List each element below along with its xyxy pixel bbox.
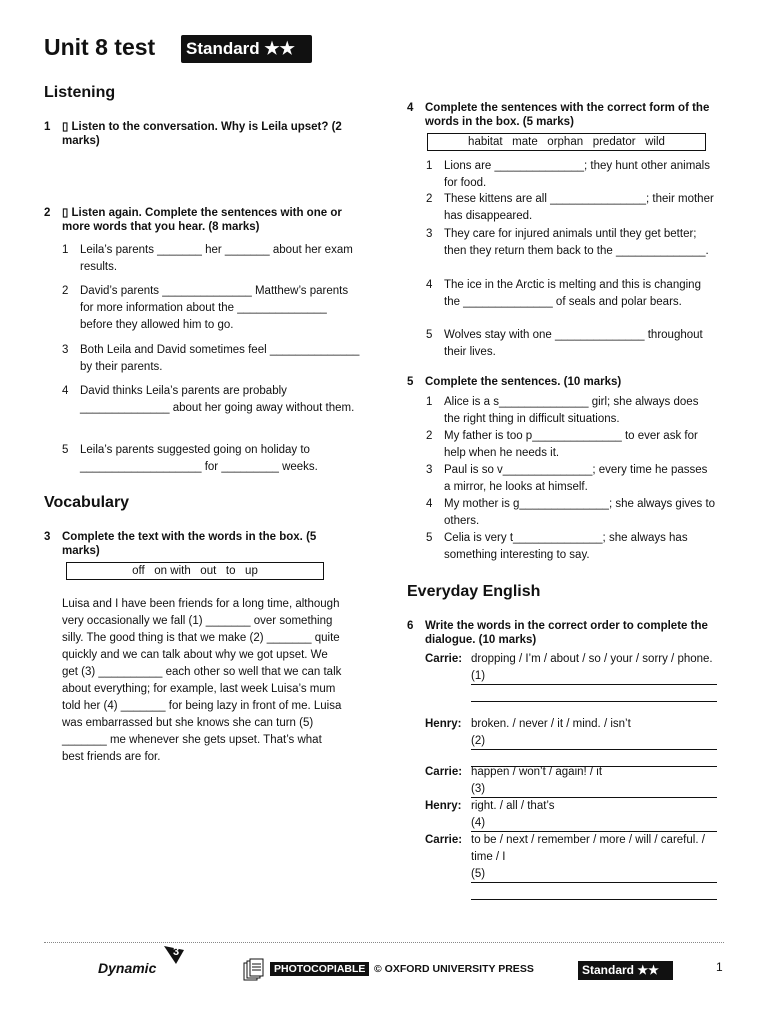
question-text: Complete the text with the words in the box. (5 marks)	[62, 531, 317, 557]
question-number: 2	[44, 207, 51, 219]
blank-number: (3)	[471, 783, 486, 795]
question-4	[407, 101, 727, 129]
item-number: 4	[426, 498, 433, 510]
answer-line[interactable]	[471, 883, 717, 900]
item-number: 5	[426, 532, 433, 544]
dialogue-line-5	[425, 832, 717, 900]
dialogue-line-1	[425, 651, 717, 702]
answer-line[interactable]	[471, 815, 717, 832]
item-number: 5	[62, 444, 69, 456]
blank-number: (1)	[471, 670, 486, 682]
item-text: Both Leila and David sometimes feel ______________ by their parents.	[80, 344, 360, 373]
dialogue-line-4	[425, 798, 717, 832]
everyday-english-heading: Everyday English	[407, 583, 541, 600]
item-number: 3	[62, 344, 69, 356]
question-3	[44, 530, 354, 558]
list-item	[426, 462, 716, 496]
list-item	[62, 242, 362, 276]
scrambled-words: broken. / never / it / mind. / isn’t	[471, 718, 631, 730]
speaker: Henry:	[425, 800, 462, 812]
item-text: Paul is so v______________; every time he passes a mirror, he looks at himself.	[444, 464, 708, 493]
scrambled-words: right. / all / that’s	[471, 800, 555, 812]
answer-line[interactable]	[471, 781, 717, 798]
item-text: Alice is a s______________ girl; she always does the right thing in difficult situations.	[444, 396, 699, 425]
listening-heading: Listening	[44, 84, 116, 101]
item-number: 2	[426, 430, 433, 442]
speaker: Carrie:	[425, 834, 463, 846]
item-number: 4	[426, 279, 433, 291]
question-5	[407, 375, 727, 389]
item-text: Leila’s parents _______ her _______ about her exam results.	[80, 244, 353, 273]
dynamic-logo	[98, 946, 180, 976]
dialogue-line-3	[425, 764, 717, 798]
question-number: 6	[407, 620, 414, 632]
item-number: 1	[62, 244, 69, 256]
list-item	[62, 442, 362, 476]
item-number: 1	[426, 160, 433, 172]
scrambled-words: to be / next / remember / more / will / careful. / time / I	[471, 834, 705, 863]
item-text: David’s parents ______________ Matthew’s parents for more information about the ______________ before they allowed him to go.	[80, 285, 349, 331]
blank-number: (5)	[471, 868, 486, 880]
word-box: off on with out to up	[66, 562, 324, 580]
publisher-label: © OXFORD UNIVERSITY PRESS	[374, 963, 534, 975]
item-text: Wolves stay with one ______________ throughout their lives.	[444, 329, 703, 358]
item-number: 5	[426, 329, 433, 341]
list-item	[426, 530, 716, 564]
question-number: 5	[407, 376, 414, 388]
item-text: Leila’s parents suggested going on holiday to ___________________ for _________ weeks.	[80, 444, 318, 473]
question-text: ▯ Listen again. Complete the sentences with one or more words that you hear. (8 marks)	[62, 207, 342, 233]
list-item	[426, 226, 716, 260]
question-number: 4	[407, 102, 414, 114]
dialogue-line-2	[425, 716, 717, 767]
list-item	[62, 342, 362, 376]
answer-line[interactable]	[471, 866, 717, 883]
item-text: My mother is g______________; she always gives to others.	[444, 498, 716, 527]
item-number: 1	[426, 396, 433, 408]
item-text: My father is too p______________ to ever ask for help when he needs it.	[444, 430, 698, 459]
item-text: David thinks Leila’s parents are probably ______________ about her going away without them.	[80, 385, 355, 414]
list-item	[426, 428, 716, 462]
footer-level-badge: Standard ★★	[578, 961, 673, 980]
question-text: Complete the sentences. (10 marks)	[425, 376, 622, 388]
photocopiable-label: PHOTOCOPIABLE	[270, 962, 369, 976]
speaker: Carrie:	[425, 766, 463, 778]
answer-line[interactable]	[471, 685, 717, 702]
list-item	[62, 283, 362, 334]
question-6	[407, 619, 727, 647]
answer-line[interactable]	[471, 668, 717, 685]
speaker: Henry:	[425, 718, 462, 730]
word-box: habitat mate orphan predator wild	[427, 133, 706, 151]
question-2	[44, 206, 364, 234]
page-number: 1	[716, 960, 723, 974]
item-number: 3	[426, 228, 433, 240]
photocopy-icon	[243, 958, 265, 987]
list-item	[426, 394, 716, 428]
question-number: 3	[44, 531, 51, 543]
page-title: Unit 8 test	[44, 34, 156, 60]
question-number: 1	[44, 121, 51, 133]
scrambled-words: happen / won’t / again! / it	[471, 766, 603, 778]
question-text: Write the words in the correct order to complete the dialogue. (10 marks)	[425, 620, 708, 646]
footer-divider	[44, 942, 724, 943]
list-item	[62, 383, 362, 417]
list-item	[426, 158, 716, 192]
item-number: 3	[426, 464, 433, 476]
blank-number: (4)	[471, 817, 486, 829]
question-1	[44, 120, 364, 148]
logo-number: 3	[173, 946, 180, 958]
item-text: Celia is very t______________; she always has something interesting to say.	[444, 532, 688, 561]
question-text: Complete the sentences with the correct form of the words in the box. (5 marks)	[425, 102, 710, 128]
scrambled-words: dropping / I’m / about / so / your / sorry / phone.	[471, 653, 713, 665]
item-text: They care for injured animals until they get better; then they return them back to the ______________.	[444, 228, 709, 257]
list-item	[426, 277, 716, 311]
item-number: 4	[62, 385, 69, 397]
item-text: The ice in the Arctic is melting and this is changing the ______________ of seals and polar bears.	[444, 279, 701, 308]
question-text: ▯ Listen to the conversation. Why is Leila upset? (2 marks)	[62, 121, 342, 147]
list-item	[426, 496, 716, 530]
item-number: 2	[426, 193, 433, 205]
vocabulary-heading: Vocabulary	[44, 494, 130, 511]
logo-text: Dynamic	[98, 960, 157, 976]
item-text: Lions are ______________; they hunt other animals for food.	[444, 160, 710, 189]
item-text: These kittens are all _______________; their mother has disappeared.	[444, 193, 714, 222]
level-badge: Standard ★★	[181, 35, 312, 63]
answer-line[interactable]	[471, 733, 717, 750]
list-item	[426, 327, 716, 361]
gap-fill-text: Luisa and I have been friends for a long time, although very occasionally we fall (1) _______ over something silly. The good thing is that we make (2) _______ quite quickly and we can talk about why we got upset. We get (3) __________ each other so well that we can talk about everything; for example, last week Luisa’s mum told her (4) _______ for being lazy in front of me. Luisa was embarrassed but she knows she can turn (5) _______ me whenever she gets upset. That’s what best friends are for.	[62, 598, 342, 763]
item-number: 2	[62, 285, 69, 297]
blank-number: (2)	[471, 735, 486, 747]
list-item	[426, 191, 716, 225]
speaker: Carrie:	[425, 653, 463, 665]
